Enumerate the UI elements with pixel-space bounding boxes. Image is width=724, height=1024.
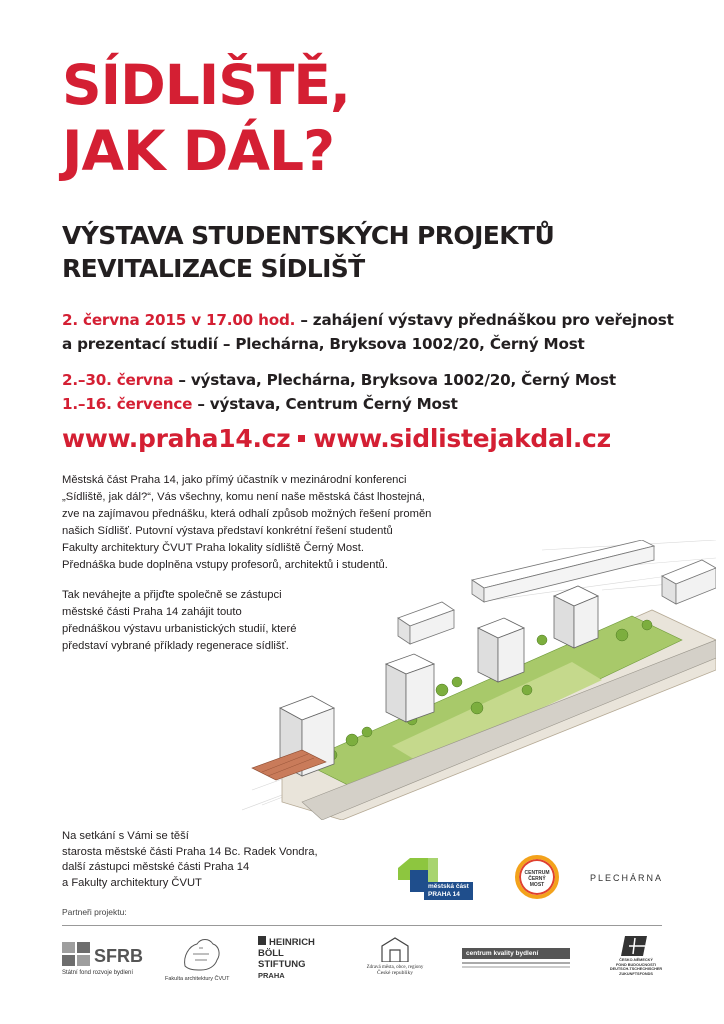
main-title xyxy=(62,52,350,184)
event-exhibition-1 xyxy=(62,368,616,392)
main-title-line1: SÍDLIŠTĚ, xyxy=(62,53,350,117)
hbs-square-icon xyxy=(258,936,266,945)
zdrava-line1: Zdravá města, obce, regiony xyxy=(366,965,424,970)
separator-square xyxy=(298,435,305,442)
zdrava-line2: České republiky xyxy=(377,970,413,976)
website-praha14-link[interactable]: www.praha14.cz xyxy=(62,424,291,453)
sfrb-subtitle: Státní fond rozvoje bydlení xyxy=(62,970,134,976)
housing-estate-illustration xyxy=(242,540,716,820)
subtitle-line2: REVITALIZACE SÍDLIŠŤ xyxy=(62,254,365,283)
cnf-line4: ZUKUNFTSFONDS xyxy=(619,971,653,976)
event-exhibition-1-text: – výstava, Plechárna, Bryksova 1002/20, Černý Most xyxy=(173,371,616,389)
hbs-line3: STIFTUNG xyxy=(258,959,306,970)
event-exhibition-2-text: – výstava, Centrum Černý Most xyxy=(192,395,458,413)
fa-lion-icon xyxy=(179,936,223,972)
centrum-kvality-bydleni-logo xyxy=(462,948,570,968)
sfrb-name: SFRB xyxy=(94,946,143,966)
zdrava-mesta-logo xyxy=(355,936,435,976)
main-title-line2: JAK DÁL? xyxy=(62,119,334,183)
praha14-logo xyxy=(398,858,478,904)
praha14-label xyxy=(424,882,473,900)
tower-building-3 xyxy=(478,618,524,682)
tower-building-2 xyxy=(386,654,434,722)
intro-line: Přednáška bude doplněna vstupy profesorů, architektů i studentů. xyxy=(62,559,388,571)
centrum-line3: MOST xyxy=(529,882,545,888)
event-exhibition-1-date: 2.–30. června xyxy=(62,371,174,389)
ckb-name: centrum kvality bydlení xyxy=(462,948,570,959)
event-opening-text: – zahájení výstavy přednáškou pro veřejnost xyxy=(295,311,674,329)
website-sidliste-link[interactable]: www.sidlistejakdal.cz xyxy=(313,424,611,453)
invite-line: přednáškou výstavu urbanistických studií, které xyxy=(62,623,297,635)
invite-line: představí vybrané příklady regenerace sídlišť. xyxy=(62,640,289,652)
low-slab-building xyxy=(398,602,454,644)
sfrb-puzzle-icon xyxy=(62,942,92,966)
partners-divider xyxy=(62,925,662,926)
event-opening-date: 2. června 2015 v 17.00 hod. xyxy=(62,311,296,329)
centrum-label xyxy=(519,870,555,888)
side-building xyxy=(662,560,716,604)
plecharna-logo: PLECHÁRNA xyxy=(590,873,664,883)
intro-line: „Sídliště, jak dál?“, Vás všechny, komu není naše městská část lhostejná, xyxy=(62,491,425,503)
praha14-line1: městská část xyxy=(428,883,469,890)
centrum-cerny-most-logo xyxy=(515,855,559,899)
websites xyxy=(62,423,611,455)
fund-flag-icon xyxy=(621,936,651,956)
intro-line: zve na zajímavou přednášku, která odhalí způsob možných řešení proměn xyxy=(62,508,432,520)
centrum-line1: CENTRUM xyxy=(524,870,550,876)
cnf-line1: ČESKO-NĚMECKÝ xyxy=(619,958,653,962)
event-opening xyxy=(62,308,674,356)
meeting-line: Na setkání s Vámi se těší xyxy=(62,830,189,842)
subtitle-line1: VÝSTAVA STUDENTSKÝCH PROJEKTŮ xyxy=(62,221,555,250)
cnf-line3: DEUTSCH-TSCHECHISCHER xyxy=(609,967,663,972)
hbs-line2: BÖLL xyxy=(258,948,284,959)
tower-building-4 xyxy=(554,586,598,648)
meeting-text xyxy=(62,829,318,891)
meeting-line: a Fakulty architektury ČVUT xyxy=(62,876,202,889)
intro-line: Městská část Praha 14, jako přímý účastník v mezinárodní konferenci xyxy=(62,474,407,486)
ckb-line xyxy=(462,962,570,964)
event-exhibition-2 xyxy=(62,392,458,416)
hbs-line4: PRAHA xyxy=(258,971,285,980)
ckb-line xyxy=(462,966,570,968)
hbs-line1: HEINRICH xyxy=(269,937,315,948)
meeting-line: další zástupci městské části Praha 14 xyxy=(62,861,250,873)
praha14-line2: PRAHA 14 xyxy=(428,891,460,898)
subtitle xyxy=(62,219,554,285)
meeting-line: starosta městské části Praha 14 Bc. Radek Vondra, xyxy=(62,845,318,858)
centrum-line2: ČERNÝ xyxy=(528,876,546,882)
invite-line: Tak neváhejte a přijďte společně se zástupci xyxy=(62,589,282,601)
fa-cvut-subtitle: Fakulta architektury ČVUT xyxy=(165,976,230,982)
intro-line: Fakulty architektury ČVUT Praha lokality sídliště Černý Most. xyxy=(62,542,364,554)
heinrich-boll-logo xyxy=(258,936,328,981)
invite-line: městské části Praha 14 zahájit touto xyxy=(62,606,242,618)
event-exhibition-2-date: 1.–16. července xyxy=(62,395,193,413)
cesko-nemecky-fond-logo xyxy=(606,936,666,976)
cnf-line2: FOND BUDOUCNOSTI xyxy=(615,962,657,967)
event-opening-line2: a prezentací studií – Plechárna, Bryksova 1002/20, Černý Most xyxy=(62,335,585,353)
gate-icon xyxy=(380,936,410,962)
partners-label: Partneři projektu: xyxy=(62,907,127,917)
intro-line: našich Sídlišť. Putovní výstava představí konkrétní řešení studentů xyxy=(62,525,393,537)
cnf-text xyxy=(606,958,666,976)
